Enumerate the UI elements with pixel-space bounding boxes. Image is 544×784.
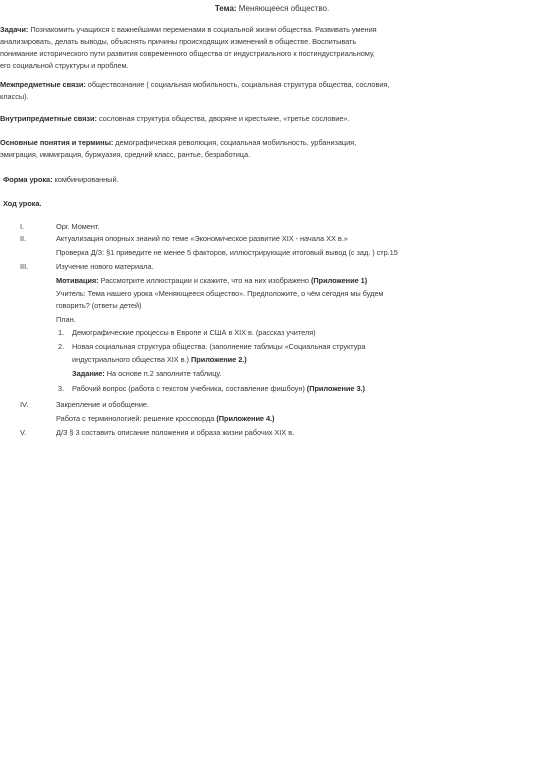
plan-3-number: 3. xyxy=(58,384,65,393)
step-5-number: V. xyxy=(20,428,27,437)
task-label: Задание: xyxy=(72,369,105,378)
step-4-line-1: Закрепление и обобщение. xyxy=(56,400,149,409)
step-5-text: Д/З § 3 составить описание положения и образа жизни рабочих XIX в. xyxy=(56,428,295,437)
terms-label: Основные понятия и термины: xyxy=(0,138,114,147)
plan-2-line-2 xyxy=(72,355,247,365)
goals-line-1 xyxy=(0,25,377,35)
teacher-line-1: Учитель: Тема нашего урока «Меняющееся общество». Предположите, о чём сегодня мы будем xyxy=(56,289,384,298)
lesson-form-line xyxy=(3,175,119,185)
intrasubject-line xyxy=(0,114,349,124)
plan-label: План. xyxy=(56,315,76,324)
lesson-form-label: Форма урока: xyxy=(3,175,53,184)
plan-2-task-line xyxy=(72,369,221,379)
lesson-form-text: комбинированный. xyxy=(52,175,119,184)
intersubject-line-1 xyxy=(0,80,389,90)
terms-text: демографическая революция, социальная мобильность, урбанизация, xyxy=(113,138,357,147)
plan-2-number: 2. xyxy=(58,342,65,351)
step-1-number: I. xyxy=(20,222,25,231)
step-3-text: Изучение нового материала. xyxy=(56,262,154,271)
motivation-line xyxy=(56,276,367,286)
step-4-line-2-text: Работа с терминологией: решение кроссворда xyxy=(56,414,217,423)
plan-1-number: 1. xyxy=(58,328,65,337)
step-2-number: II. xyxy=(20,234,27,243)
plan-3-text: Рабочий вопрос (работа с текстом учебника, составление фишбоун) xyxy=(72,384,307,393)
motivation-text: Рассмотрите иллюстрации и скажите, что на них изображено xyxy=(98,276,311,285)
goals-line-2: анализировать, делать выводы, объяснять причины происходящих изменений в обществе. Воспитывать xyxy=(0,37,357,46)
step-2-line-2: Проверка Д/З: §1 приведите не менее 5 факторов, иллюстрирующие итоговый вывод (с зад. ) стр.15 xyxy=(56,248,398,257)
appendix-4-ref: (Приложение 4.) xyxy=(216,414,275,423)
plan-3-line xyxy=(72,384,365,394)
motivation-label: Мотивация: xyxy=(56,276,99,285)
intrasubject-text: сословная структура общества, дворяне и крестьяне, «третье сословие». xyxy=(96,114,350,123)
title-text: Меняющееся общество. xyxy=(236,4,330,13)
step-4-line-2 xyxy=(56,414,274,424)
intersubject-line-2: классы). xyxy=(0,92,29,101)
task-text: На основе п.2 заполните таблицу. xyxy=(104,369,222,378)
intrasubject-label: Внутрипредметные связи: xyxy=(0,114,97,123)
step-1-text: Орг. Момент. xyxy=(56,222,100,231)
goals-line-3: понимание исторического пути развития современного общества от индустриального к постиндустриальному, xyxy=(0,49,375,58)
intersubject-label: Межпредметные связи: xyxy=(0,80,86,89)
intersubject-text: обществознание ( социальная мобильность, социальная структура общества, сословия, xyxy=(85,80,390,89)
plan-1-text: Демографические процессы в Европе и США в XIX в. (рассказ учителя) xyxy=(72,328,316,337)
step-3-number: III. xyxy=(20,262,29,271)
plan-2-line-1: Новая социальная структура общества. (заполнение таблицы «Социальная структура xyxy=(72,342,366,351)
appendix-1-ref: (Приложение 1) xyxy=(310,276,368,285)
plan-2-line-2-text: индустриального общества XIX в.) xyxy=(72,355,191,364)
lesson-course-heading: Ход урока. xyxy=(3,199,42,208)
goals-line-4: его социальной структуры и проблем. xyxy=(0,61,129,70)
goals-label: Задачи: xyxy=(0,25,29,34)
terms-line-2: эмиграция, иммиграция, буржуазия, средний класс, рантье, безработица. xyxy=(0,150,251,159)
title-label: Тема: xyxy=(214,4,237,13)
document-title xyxy=(0,4,544,13)
appendix-3-ref: (Приложение 3.) xyxy=(306,384,365,393)
step-4-number: IV. xyxy=(20,400,29,409)
terms-line-1 xyxy=(0,138,356,148)
teacher-line-2: говорить? (ответы детей) xyxy=(56,301,142,310)
goals-text: Познакомить учащихся с важнейшими переменами в социальной жизни общества. Развивать умения xyxy=(28,25,377,34)
appendix-2-ref: Приложение 2.) xyxy=(190,355,247,364)
step-2-line-1: Актуализация опорных знаний по теме «Экономическое развитие XIX - начала XX в.» xyxy=(56,234,348,243)
